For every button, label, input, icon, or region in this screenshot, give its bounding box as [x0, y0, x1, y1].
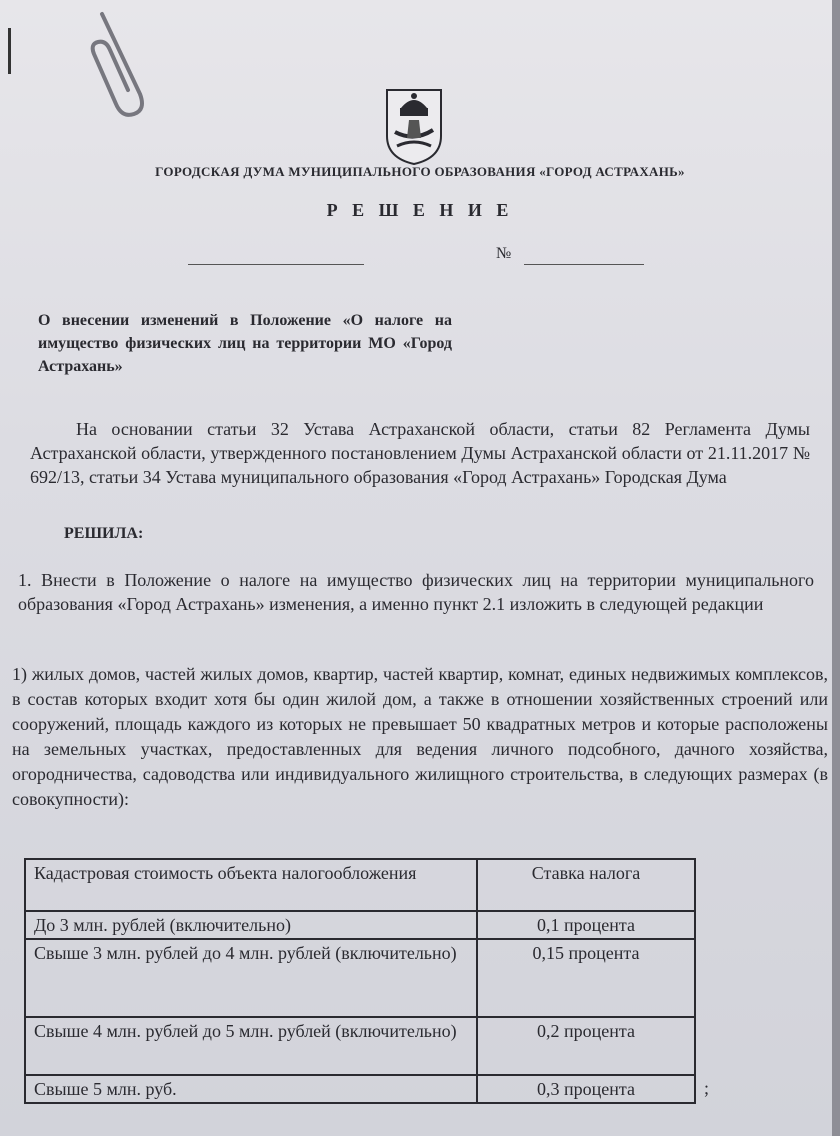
row-value-cell: Свыше 5 млн. руб.: [25, 1075, 477, 1103]
row-value-cell: До 3 млн. рублей (включительно): [25, 911, 477, 939]
date-blank-line: [188, 264, 364, 265]
number-sign: №: [496, 245, 512, 262]
header-cadastral-value: Кадастровая стоимость объекта налогообложения: [25, 859, 477, 911]
housing-objects-paragraph: 1) жилых домов, частей жилых домов, квартир, частей квартир, комнат, единых недвижимых комплексов, в состав которых входит хотя бы один жилой дом, а также в отношении хозяйственных строений или сооружений, площадь каждого из которых не превышает 50 квадратных метров и которые расположены на земельных участках, предоставленных для ведения личного подсобного, дачного хозяйства, огородничества, садоводства или индивидуального жилищного строительства, в следующих размерах (в совокупности):: [12, 664, 828, 809]
table-header-row: [25, 859, 695, 911]
row-value-cell: Свыше 4 млн. рублей до 5 млн. рублей (включительно): [25, 1017, 477, 1075]
legal-basis-paragraph: На основании статьи 32 Устава Астраханской области, статьи 82 Регламента Думы Астраханской области, утвержденного постановлением Думы Астраханской области от 21.11.2017 № 692/13, статьи 34 Устава муниципального образования «Город Астрахань» Городская Дума: [30, 419, 810, 487]
decided-heading: РЕШИЛА:: [64, 525, 144, 542]
table-row: [25, 1017, 695, 1075]
row-rate-cell: 0,1 процента: [477, 911, 695, 939]
row-rate-cell: 0,15 процента: [477, 939, 695, 1017]
astrakhan-coat-of-arms-icon: [383, 86, 445, 166]
decision-subject: О внесении изменений в Положение «О налоге на имущество физических лиц на территории МО «Город Астрахань»: [38, 312, 452, 375]
council-name: ГОРОДСКАЯ ДУМА МУНИЦИПАЛЬНОГО ОБРАЗОВАНИЯ «ГОРОД АСТРАХАНЬ»: [155, 164, 685, 179]
table-trailing-semicolon: ;: [704, 1078, 710, 1098]
amendment-paragraph: 1. Внести в Положение о налоге на имущество физических лиц на территории муниципального образования «Город Астрахань» изменения, а именно пункт 2.1 изложить в следующей редакции: [18, 570, 814, 614]
table-row: [25, 911, 695, 939]
tax-rate-table: [24, 858, 696, 1104]
table-row: [25, 939, 695, 1017]
header-tax-rate: Ставка налога: [477, 859, 695, 911]
paper-edge: [832, 0, 840, 1136]
row-rate-cell: 0,2 процента: [477, 1017, 695, 1075]
row-value-cell: Свыше 3 млн. рублей до 4 млн. рублей (включительно): [25, 939, 477, 1017]
row-rate-cell: 0,3 процента: [477, 1075, 695, 1103]
paperclip-icon: [88, 10, 158, 120]
number-blank-line: [524, 264, 644, 265]
margin-mark: [8, 28, 11, 74]
table-row: [25, 1075, 695, 1103]
document-type-title: Р Е Ш Е Н И Е: [326, 200, 514, 220]
